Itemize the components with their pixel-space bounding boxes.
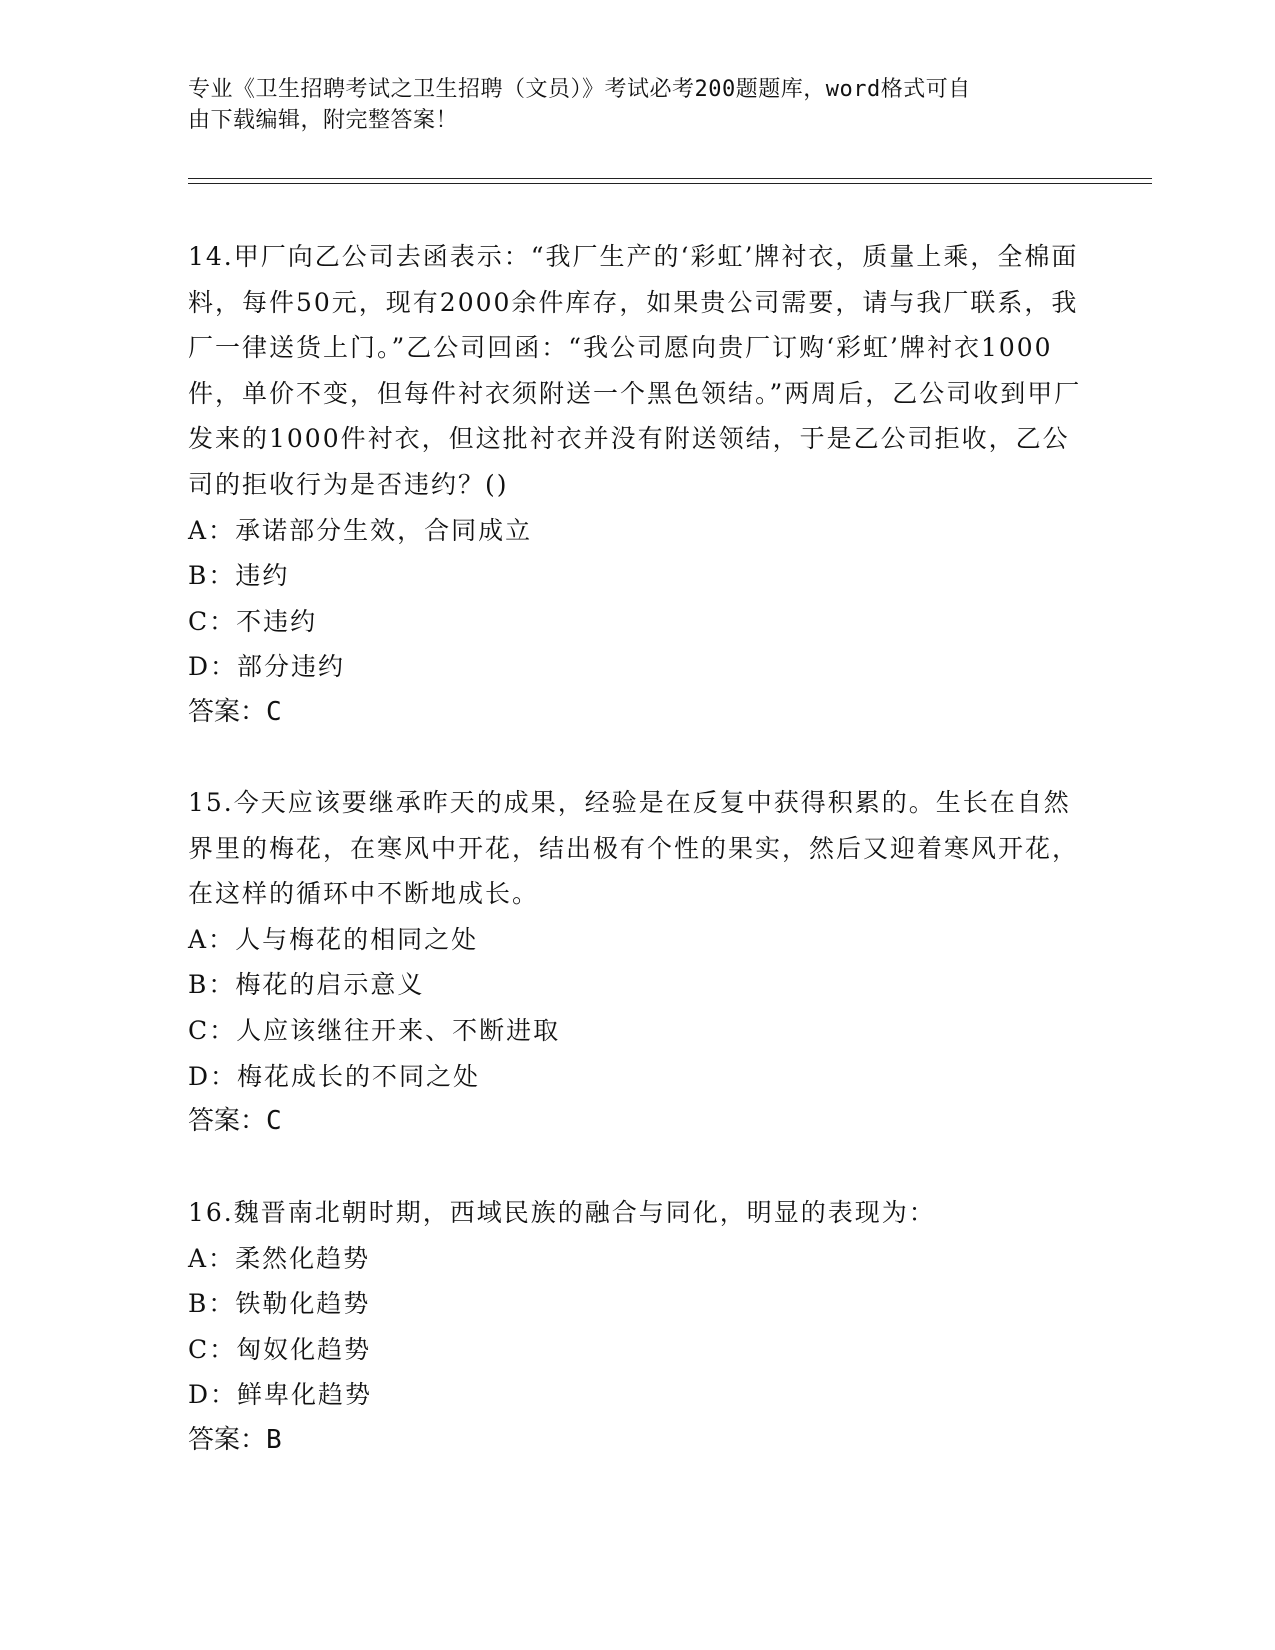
header-divider-bottom bbox=[188, 183, 1152, 184]
question-stem: 15.今天应该要继承昨天的成果，经验是在反复中获得积累的。生长在自然界里的梅花，在寒风中开花，结出极有个性的果实，然后又迎着寒风开花，在这样的循环中不断地成长。 bbox=[188, 788, 1080, 909]
question-stem: 14.甲厂向乙公司去函表示：“我厂生产的‘彩虹’牌衬衣，质量上乘，全棉面料，每件50元，现有2000余件库存，如果贵公司需要，请与我厂联系，我厂一律送货上门。”乙公司回函：“我公司愿向贵厂订购‘彩虹’牌衬衣1000件，单价不变，但每件衬衣须附送一个黑色领结。”两周后，乙公司收到甲厂发来的1000件衬衣，但这批衬衣并没有附送领结，于是乙公司拒收，乙公司的拒收行为是否违约？() bbox=[188, 242, 1082, 499]
answer-line: 答案：B bbox=[188, 1424, 282, 1455]
question-16 bbox=[188, 1190, 1088, 1464]
option-text: 柔然化趋势 bbox=[235, 1243, 371, 1273]
option-key: C： bbox=[188, 606, 237, 636]
header-line-2: 由下载编辑，附完整答案！ bbox=[188, 108, 459, 133]
option-key: B： bbox=[188, 1289, 236, 1319]
option-text: 鲜卑化趋势 bbox=[237, 1380, 373, 1410]
answer-line: 答案：C bbox=[188, 1106, 282, 1137]
option-key: B： bbox=[188, 561, 236, 591]
option-text: 人应该继往开来、不断进取 bbox=[236, 1015, 561, 1045]
option-text: 人与梅花的相同之处 bbox=[235, 924, 479, 954]
document-header bbox=[188, 74, 1088, 136]
option-key: D： bbox=[188, 1380, 238, 1410]
option-key: B： bbox=[188, 970, 236, 1000]
option-a bbox=[188, 1236, 1088, 1282]
option-key: D： bbox=[188, 1061, 238, 1091]
option-text: 承诺部分生效，合同成立 bbox=[235, 515, 533, 545]
header-divider-top bbox=[188, 178, 1152, 179]
option-key: D： bbox=[188, 652, 238, 682]
option-a bbox=[188, 508, 1088, 554]
answer-line: 答案：C bbox=[188, 696, 282, 727]
question-14 bbox=[188, 234, 1088, 736]
option-c bbox=[188, 1008, 1088, 1054]
option-text: 部分违约 bbox=[237, 652, 346, 682]
option-d bbox=[188, 1054, 1088, 1100]
option-text: 匈奴化趋势 bbox=[236, 1334, 372, 1364]
question-stem: 16.魏晋南北朝时期，西域民族的融合与同化，明显的表现为： bbox=[188, 1198, 936, 1227]
option-key: C： bbox=[188, 1015, 237, 1045]
option-a bbox=[188, 917, 1088, 963]
option-b bbox=[188, 962, 1088, 1008]
option-key: A： bbox=[188, 515, 236, 545]
option-text: 梅花成长的不同之处 bbox=[237, 1061, 481, 1091]
option-c bbox=[188, 599, 1088, 645]
option-text: 不违约 bbox=[236, 606, 318, 636]
option-key: A： bbox=[188, 924, 236, 954]
option-b bbox=[188, 553, 1088, 599]
option-text: 梅花的启示意义 bbox=[235, 970, 425, 1000]
option-key: A： bbox=[188, 1243, 236, 1273]
option-d bbox=[188, 1372, 1088, 1418]
option-key: C： bbox=[188, 1334, 237, 1364]
option-b bbox=[188, 1281, 1088, 1327]
option-d bbox=[188, 644, 1088, 690]
option-c bbox=[188, 1327, 1088, 1373]
option-text: 铁勒化趋势 bbox=[235, 1289, 371, 1319]
question-15 bbox=[188, 780, 1088, 1145]
option-text: 违约 bbox=[235, 561, 290, 591]
header-line-1: 专业《卫生招聘考试之卫生招聘（文员）》考试必考200题题库，word格式可自 bbox=[188, 77, 971, 102]
